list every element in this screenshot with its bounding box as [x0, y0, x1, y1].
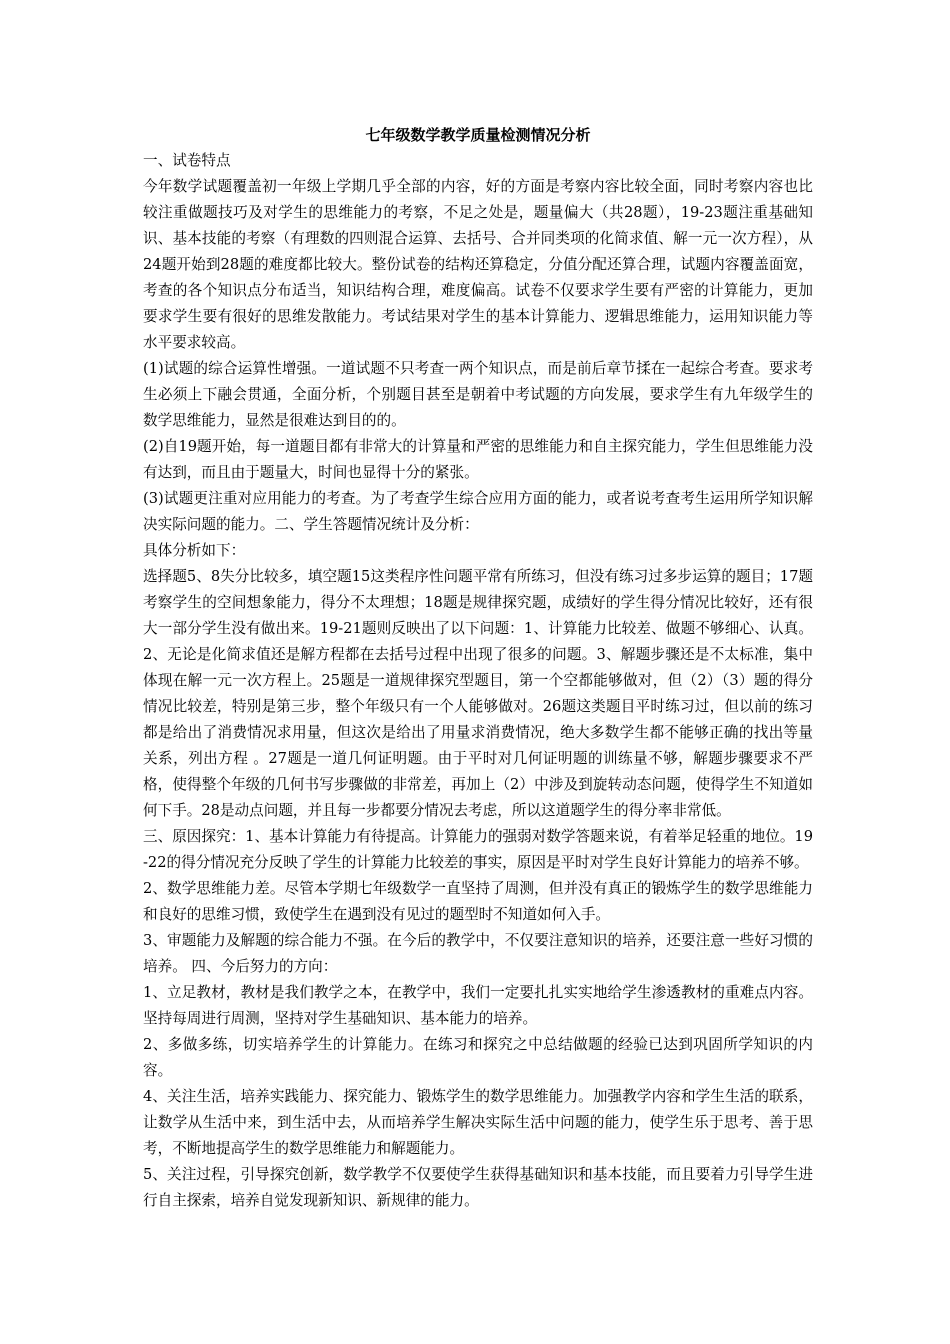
paragraph-analysis-intro: 具体分析如下：	[143, 542, 246, 559]
paragraph-detailed-analysis: 选择题5、8失分比较多，填空题15这类程序性问题平常有所练习，但没有练习过多步运算的题目；17题考察学生的空间想象能力，得分不太理想；18题是规律探究题，成绩好的学生得分情况比较好，还有很大一部分学生没有做出来。19-21题则反映出了以下问题：1、计算能力比较差、做题不够细心、认真。2、无论是化简求值还是解方程都在去括号过程中出现了很多的问题。3、解题步骤还是不太标准，集中体现在解一元一次方程上。25题是一道规律探究型题目，第一个空都能够做对，但（2）（3）题的得分情况比较差，特别是第三步，整个年级只有一个人能够做对。26题这类题目平时练习过，但以前的练习都是给出了消费情况求用量，但这次是给出了用量求消费情况，绝大多数学生都不能够正确的找出等量关系，列出方程 。27题是一道几何证明题。由于平时对几何证明题的训练量不够，解题步骤要求不严格，使得整个年级的几何书写步骤做的非常差，再加上（2）中涉及到旋转动态问题，使得学生不知道如何下手。28是动点问题，并且每一步都要分情况去考虑，所以这道题学生的得分率非常低。	[143, 568, 813, 819]
document-page	[143, 122, 813, 1214]
paragraph-point-1: (1)试题的综合运算性增强。一道试题不只考查一两个知识点，而是前后章节揉在一起综合考查。要求考生必须上下融会贯通，全面分析，个别题目甚至是朝着中考试题的方向发展，要求学生有九年级学生的数学思维能力，显然是很难达到目的的。	[143, 360, 813, 429]
paragraph-direction-5: 5、关注过程，引导探究创新，数学教学不仅要使学生获得基础知识和基本技能，而且要着力引导学生进行自主探索，培养自觉发现新知识、新规律的能力。	[143, 1166, 813, 1209]
paragraph-overview: 今年数学试题覆盖初一年级上学期几乎全部的内容，好的方面是考察内容比较全面，同时考察内容也比较注重做题技巧及对学生的思维能力的考察，不足之处是，题量偏大（共28题），19-23题注重基础知识、基本技能的考察（有理数的四则混合运算、去括号、合并同类项的化简求值、解一元一次方程），从24题开始到28题的难度都比较大。整份试卷的结构还算稳定，分值分配还算合理，试题内容覆盖面宽，考查的各个知识点分布适当，知识结构合理，难度偏高。试卷不仅要求学生要有严密的计算能力，更加要求学生要有很好的思维发散能力。考试结果对学生的基本计算能力、逻辑思维能力，运用知识能力等水平要求较高。	[143, 178, 813, 351]
paragraph-causes-1: 三、原因探究：1、基本计算能力有待提高。计算能力的强弱对数学答题来说，有着举足轻重的地位。19-22的得分情况充分反映了学生的计算能力比较差的事实，原因是平时对学生良好计算能力的培养不够。	[143, 828, 813, 871]
paragraph-causes-3: 3、审题能力及解题的综合能力不强。在今后的教学中，不仅要注意知识的培养，还要注意一些好习惯的培养。 四、今后努力的方向：	[143, 932, 813, 975]
section-heading-paper-features: 一、试卷特点	[143, 152, 231, 169]
paragraph-direction-1: 1、立足教材，教材是我们教学之本，在教学中，我们一定要扎扎实实地给学生渗透教材的重难点内容。坚持每周进行周测，坚持对学生基础知识、基本能力的培养。	[143, 984, 813, 1027]
paragraph-causes-2: 2、数学思维能力差。尽管本学期七年级数学一直坚持了周测，但并没有真正的锻炼学生的数学思维能力和良好的思维习惯，致使学生在遇到没有见过的题型时不知道如何入手。	[143, 880, 813, 923]
document-title: 七年级数学教学质量检测情况分析	[365, 126, 591, 144]
paragraph-point-3: (3)试题更注重对应用能力的考查。为了考查学生综合应用方面的能力，或者说考查考生运用所学知识解决实际问题的能力。二、学生答题情况统计及分析：	[143, 490, 813, 533]
paragraph-point-2: (2)自19题开始，每一道题目都有非常大的计算量和严密的思维能力和自主探究能力，学生但思维能力没有达到，而且由于题量大，时间也显得十分的紧张。	[143, 438, 813, 481]
paragraph-direction-4: 4、关注生活，培养实践能力、探究能力、锻炼学生的数学思维能力。加强教学内容和学生生活的联系，让数学从生活中来，到生活中去，从而培养学生解决实际生活中问题的能力，使学生乐于思考、善于思考，不断地提高学生的数学思维能力和解题能力。	[143, 1088, 813, 1157]
paragraph-direction-2: 2、多做多练，切实培养学生的计算能力。在练习和探究之中总结做题的经验已达到巩固所学知识的内容。	[143, 1036, 813, 1079]
